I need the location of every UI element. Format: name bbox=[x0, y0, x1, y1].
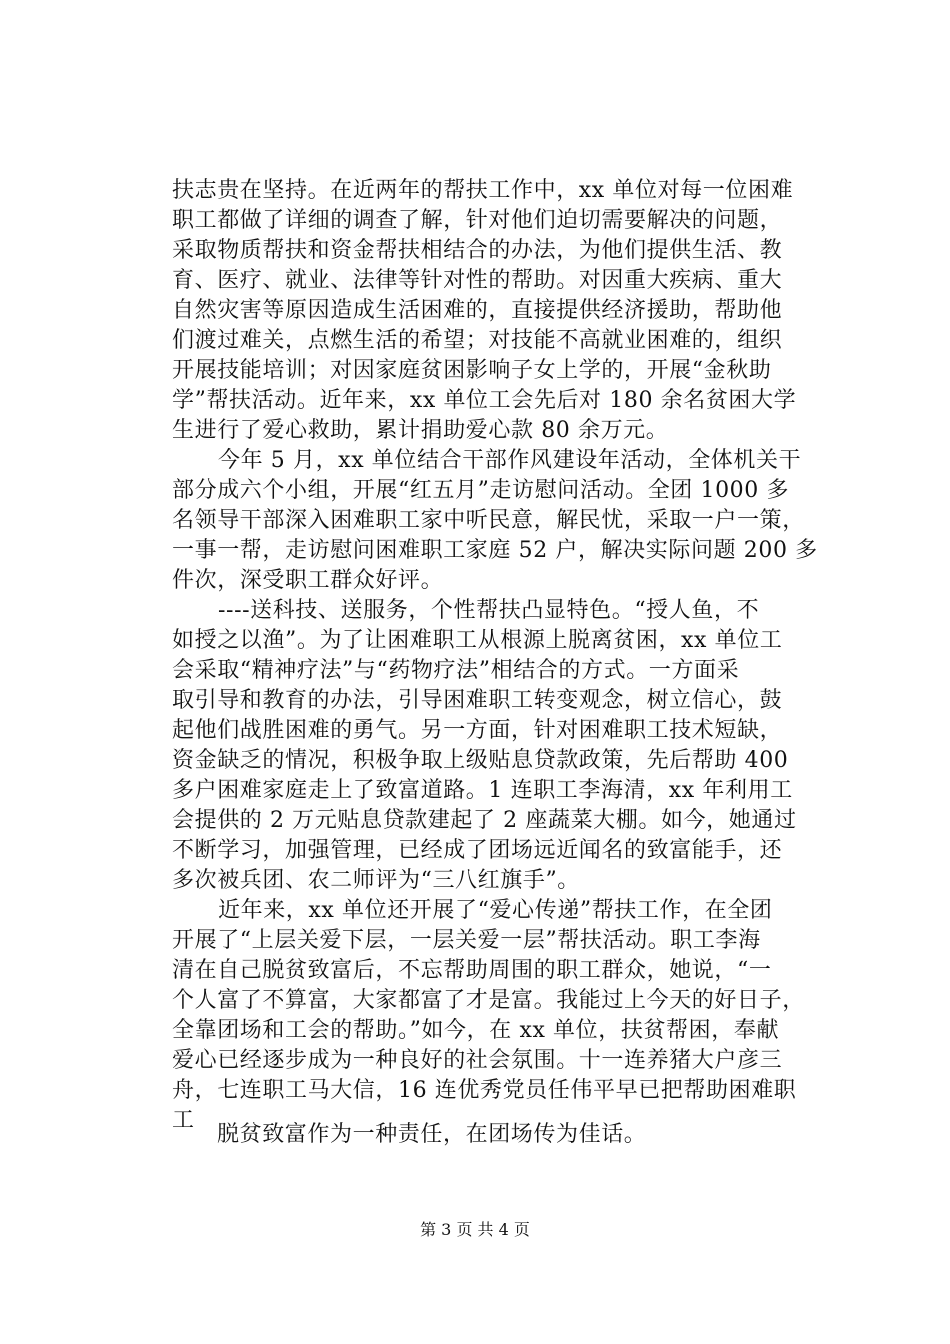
text-line: 学”帮扶活动。近年来，xx 单位工会先后对 180 余名贫困大学 bbox=[172, 388, 797, 413]
text-line: 清在自己脱贫致富后，不忘帮助周围的职工群众，她说，“一 bbox=[172, 958, 772, 983]
text-line: ----送科技、送服务，个性帮扶凸显特色。“授人鱼，不 bbox=[218, 598, 760, 623]
paragraph-2 bbox=[172, 446, 844, 596]
text-line: 多户困难家庭走上了致富道路。1 连职工李海清，xx 年利用工 bbox=[172, 778, 793, 803]
paragraph-4 bbox=[172, 896, 844, 1136]
text-line: 起他们战胜困难的勇气。另一方面，针对困难职工技术短缺， bbox=[172, 718, 783, 743]
text-line: 采取物质帮扶和资金帮扶相结合的办法，为他们提供生活、教 bbox=[172, 238, 783, 263]
text-line: 全靠团场和工会的帮助。”如今，在 xx 单位，扶贫帮困，奉献 bbox=[172, 1018, 780, 1043]
text-line: 个人富了不算富，大家都富了才是富。我能过上今天的好日子， bbox=[172, 988, 805, 1013]
text-line: 资金缺乏的情况，积极争取上级贴息贷款政策，先后帮助 400 bbox=[172, 748, 789, 773]
text-line: 一事一帮，走访慰问困难职工家庭 52 户，解决实际问题 200 多 bbox=[172, 538, 818, 563]
text-line: 多次被兵团、农二师评为“三八红旗手”。 bbox=[172, 868, 580, 893]
text-line: 舟，七连职工马大信，16 连优秀党员任伟平早已把帮助困难职 bbox=[172, 1078, 797, 1103]
text-line: 们渡过难关，点燃生活的希望；对技能不高就业困难的，组织 bbox=[172, 328, 783, 353]
text-line: 会采取“精神疗法”与“药物疗法”相结合的方式。一方面采 bbox=[172, 658, 740, 683]
text-line: 今年 5 月，xx 单位结合干部作风建设年活动，全体机关干 bbox=[218, 448, 802, 473]
text-line: 自然灾害等原因造成生活困难的，直接提供经济援助，帮助他 bbox=[172, 298, 783, 323]
paragraph-1 bbox=[172, 176, 844, 446]
page-number-footer: 第 3 页 共 4 页 bbox=[420, 1220, 530, 1239]
text-line: 名领导干部深入困难职工家中听民意，解民忧，采取一户一策， bbox=[172, 508, 805, 533]
text-line: 件次，深受职工群众好评。 bbox=[172, 568, 444, 593]
text-line: 生进行了爱心救助，累计捐助爱心款 80 余万元。 bbox=[172, 418, 669, 443]
text-line: 开展了“上层关爱下层，一层关爱一层”帮扶活动。职工李海 bbox=[172, 928, 761, 953]
text-line: 爱心已经逐步成为一种良好的社会氛围。十一连养猪大户彦三 bbox=[172, 1048, 783, 1073]
document-body bbox=[172, 176, 844, 1136]
paragraph-3 bbox=[172, 596, 844, 896]
text-line: 部分成六个小组，开展“红五月”走访慰问活动。全团 1000 多 bbox=[172, 478, 790, 503]
closing-sentence: 脱贫致富作为一种责任，在团场传为佳话。 bbox=[217, 1122, 647, 1147]
text-line: 职工都做了详细的调查了解，针对他们迫切需要解决的问题， bbox=[172, 208, 783, 233]
text-line: 不断学习，加强管理，已经成了团场远近闻名的致富能手，还 bbox=[172, 838, 783, 863]
text-line: 开展技能培训；对因家庭贫困影响子女上学的，开展“金秋助 bbox=[172, 358, 772, 383]
text-line: 扶志贵在坚持。在近两年的帮扶工作中，xx 单位对每一位困难 bbox=[172, 178, 794, 203]
text-line: 工 bbox=[172, 1108, 195, 1133]
text-line: 会提供的 2 万元贴息贷款建起了 2 座蔬菜大棚。如今，她通过 bbox=[172, 808, 797, 833]
text-line: 如授之以渔”。为了让困难职工从根源上脱离贫困，xx 单位工 bbox=[172, 628, 783, 653]
text-line: 近年来，xx 单位还开展了“爱心传递”帮扶工作，在全团 bbox=[218, 898, 773, 923]
text-line: 育、医疗、就业、法律等针对性的帮助。对因重大疾病、重大 bbox=[172, 268, 783, 293]
text-line: 取引导和教育的办法，引导困难职工转变观念，树立信心，鼓 bbox=[172, 688, 783, 713]
